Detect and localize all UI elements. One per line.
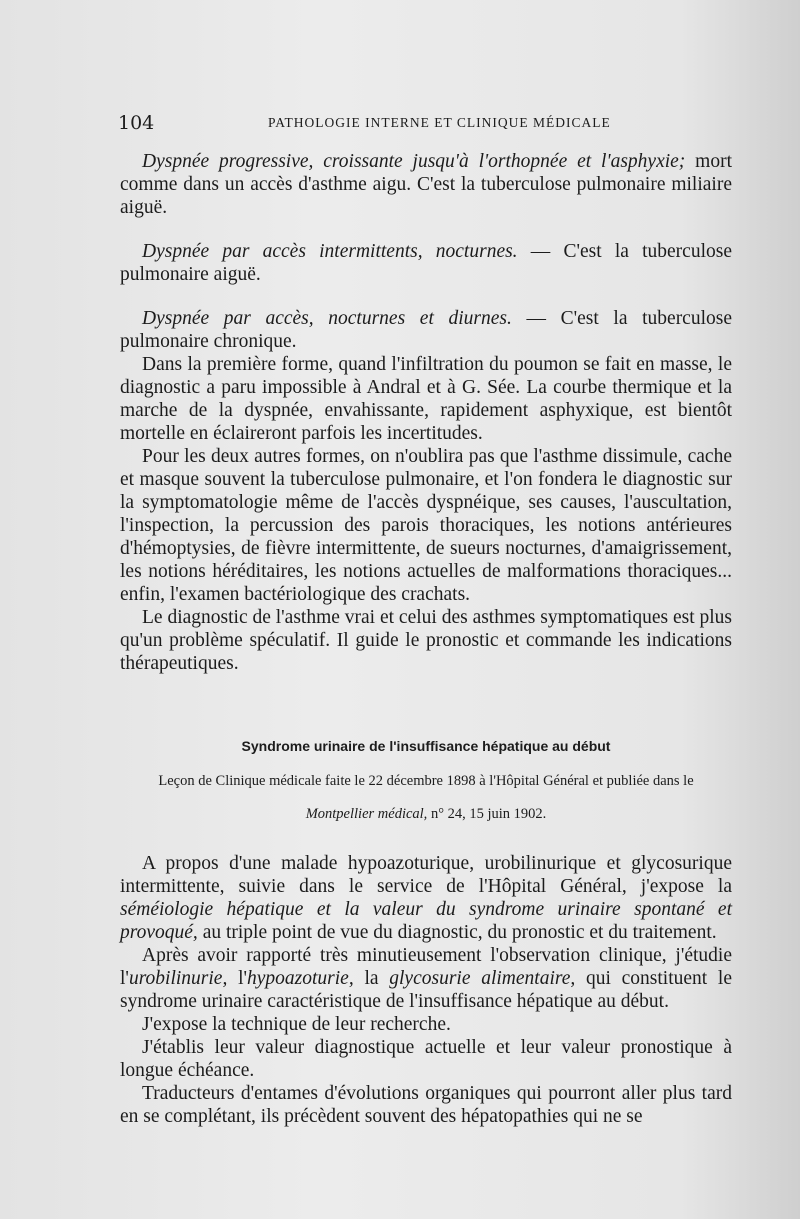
paragraph-premiere-forme: Dans la première forme, quand l'infiltration du poumon se fait en masse, le diagnostic a paru impossible à Andral et à G. Sée. La courbe thermique et la marche de la dyspnée, envahissante, rapidement asphyxique, est bientôt mortelle en éclaireront parfois les incertitudes. [120, 354, 732, 444]
page-number: 104 [118, 112, 155, 134]
paragraph-dyspnee-diurnes: Dyspnée par accès, nocturnes et diurnes. — C'est la tuberculose pulmonaire chronique. [120, 308, 732, 352]
lecon-reference: Leçon de Clinique médicale faite le 22 décembre 1898 à l'Hôpital Général et publiée dans le [158, 773, 694, 789]
paragraph-dyspnee-progressive: Dyspnée progressive, croissante jusqu'à l'orthopnée et l'asphyxie; mort comme dans un accès d'asthme aigu. C'est la tuberculose pulmonaire miliaire aiguë. [120, 151, 732, 218]
lower-text-block [120, 852, 732, 1128]
paragraph-a-propos: A propos d'une malade hypoazoturique, urobilinurique et glycosurique intermittente, suivie dans le service de l'Hôpital Général, j'expose la séméiologie hépatique et la valeur du syndrome urinaire spontané et provoqué, au triple point de vue du diagnostic, du pronostic et du traitement. [120, 853, 732, 943]
paragraph-deux-autres-formes: Pour les deux autres formes, on n'oublira pas que l'asthme dissimule, cache et masque souvent la tuberculose pulmonaire, et l'on fondera le diagnostic sur la symptomatologie même de l'accès dyspnéique, ses causes, l'auscultation, l'inspection, la percussion des parois thoraciques, les notions antérieures d'hémoptysies, de fièvre intermittente, de sueurs nocturnes, d'amaigrissement, les notions héréditaires, les notions actuelles de malformations thoraciques... enfin, l'examen bactériologique des crachats. [120, 446, 732, 605]
paragraph-apres-avoir: Après avoir rapporté très minutieusement l'observation clinique, j'étudie l'urobilinurie, l'hypoazoturie, la glycosurie alimentaire, qui constituent le syndrome urinaire caractéristique de l'insuffisance hépatique au début. [120, 945, 733, 1012]
paragraph-valeur: J'établis leur valeur diagnostique actuelle et leur valeur pronostique à longue échéance. [120, 1037, 732, 1081]
paragraph-diagnostic-asthme: Le diagnostic de l'asthme vrai et celui des asthmes symptomatiques est plus qu'un problème spéculatif. Il guide le pronostic et commande les indications thérapeutiques. [120, 607, 733, 674]
journal-reference: Montpellier médical, n° 24, 15 juin 1902. [305, 806, 547, 822]
running-title: PATHOLOGIE INTERNE ET CLINIQUE MÉDICALE [268, 115, 611, 130]
paragraph-technique: J'expose la technique de leur recherche. [142, 1014, 451, 1035]
section-title: Syndrome urinaire de l'insuffisance hépatique au début [241, 738, 611, 754]
upper-text-block [120, 150, 732, 675]
page-header [118, 112, 728, 136]
paragraph-dyspnee-intermittents: Dyspnée par accès intermittents, nocturnes. — C'est la tuberculose pulmonaire aiguë. [120, 241, 732, 285]
paragraph-traducteurs: Traducteurs d'entames d'évolutions organiques qui pourront aller plus tard en se complétant, ils précèdent souvent des hépatopathies qui ne se [120, 1083, 732, 1127]
